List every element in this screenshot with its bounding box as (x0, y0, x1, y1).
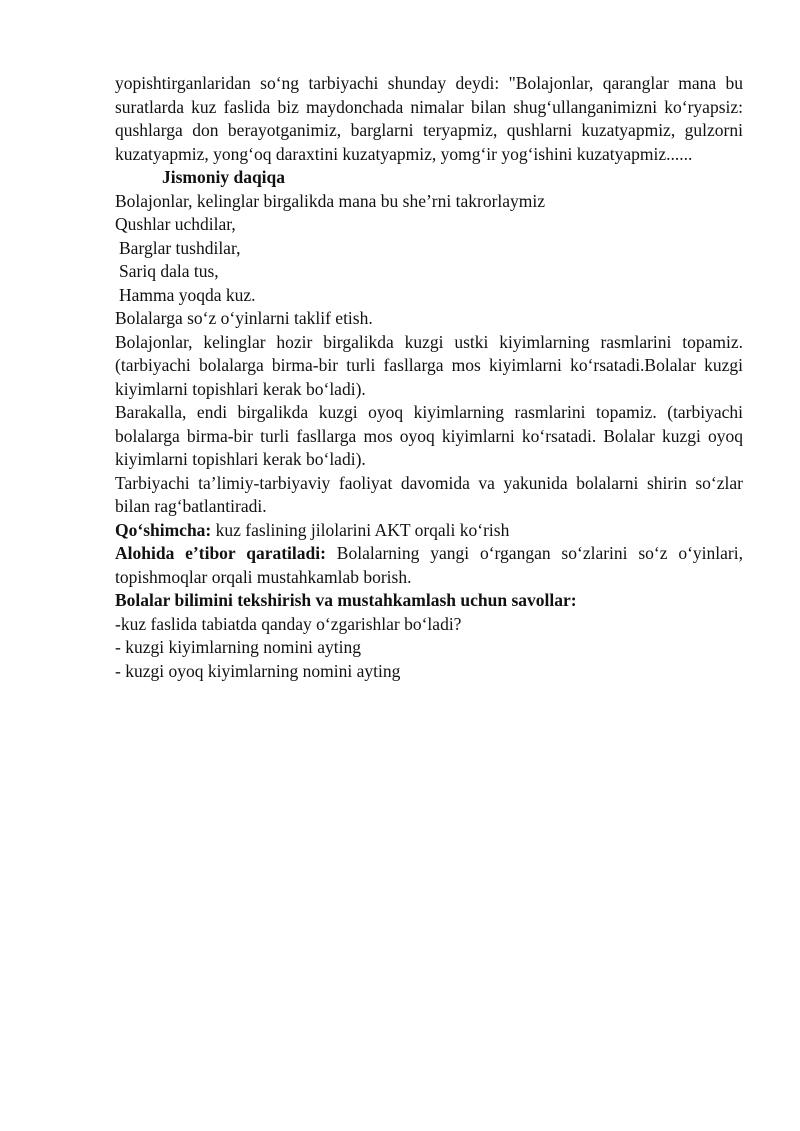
intro-paragraph: yopishtirganlaridan so‘ng tarbiyachi shunday deydi: "Bolajonlar, qaranglar mana bu suratlarda kuz faslida biz maydonchada nimalar bilan shug‘ullanganimizni ko‘ryapsiz: qushlarga don berayotganimiz, barglarni teryapmiz, qushlarni kuzatyapmiz, gulzorni kuzatyapmiz, yong‘oq daraxtini kuzatyapmiz, yomg‘ir yog‘ishini kuzatyapmiz...... (115, 73, 743, 164)
physical-minute-heading: Jismoniy daqiqa (162, 167, 286, 187)
poem-line: Barglar tushdilar, (119, 237, 241, 258)
document-page (115, 72, 743, 683)
poem-line: Sariq dala tus, (119, 261, 219, 281)
attention-text: Bolalarning yangi o‘rgangan so‘zlarini so‘z o‘yinlari, topishmoqlar orqali mustahkamlab borish. (115, 543, 743, 587)
question-item: -kuz faslida tabiatda qanday o‘zgarishlar bo‘ladi? (115, 613, 462, 634)
footwear-paragraph: Barakalla, endi birgalikda kuzgi oyoq kiyimlarning rasmlarini topamiz. (tarbiyachi bolalarga birma-bir turli fasllarga mos oyoq kiyimlarni ko‘rsatadi. Bolalar kuzgi oyoq kiyimlarni topishlari kerak bo‘ladi). (115, 402, 743, 469)
questions-heading (115, 589, 743, 613)
question-item: - kuzgi kiyimlarning nomini ayting (115, 637, 361, 657)
additional-text: kuz faslining jilolarini AKT orqali ko‘rish (211, 519, 510, 540)
physical-minute-instruction: Bolajonlar, kelinglar birgalikda mana bu she’rni takrorlaymiz (115, 190, 546, 211)
additional-paragraph (115, 519, 743, 543)
outer-clothes-paragraph: Bolajonlar, kelinglar hozir birgalikda kuzgi ustki kiyimlarning rasmlarini topamiz.(tarbiyachi bolalarga birma-bir turli fasllarga mos kiyimlarni ko‘rsatadi.Bolalar kuzgi kiyimlarni topishlari kerak bo‘ladi). (115, 331, 743, 399)
questions-list (115, 613, 743, 684)
poem-line: Qushlar uchdilar, (115, 214, 236, 234)
poem (115, 213, 743, 307)
encouragement-paragraph: Tarbiyachi ta’limiy-tarbiyaviy faoliyat davomida va yakunida bolalarni shirin so‘zlar bilan rag‘batlantiradi. (115, 472, 743, 516)
questions-heading-text: Bolalar bilimini tekshirish va mustahkamlash uchun savollar: (115, 590, 577, 610)
additional-label: Qo‘shimcha: (115, 519, 212, 540)
question-item: - kuzgi oyoq kiyimlarning nomini ayting (115, 660, 401, 681)
attention-paragraph (115, 542, 743, 589)
attention-label: Alohida e’tibor qaratiladi: (115, 543, 326, 563)
word-games-paragraph: Bolalarga so‘z o‘yinlarni taklif etish. (115, 308, 373, 328)
poem-line: Hamma yoqda kuz. (119, 284, 256, 305)
